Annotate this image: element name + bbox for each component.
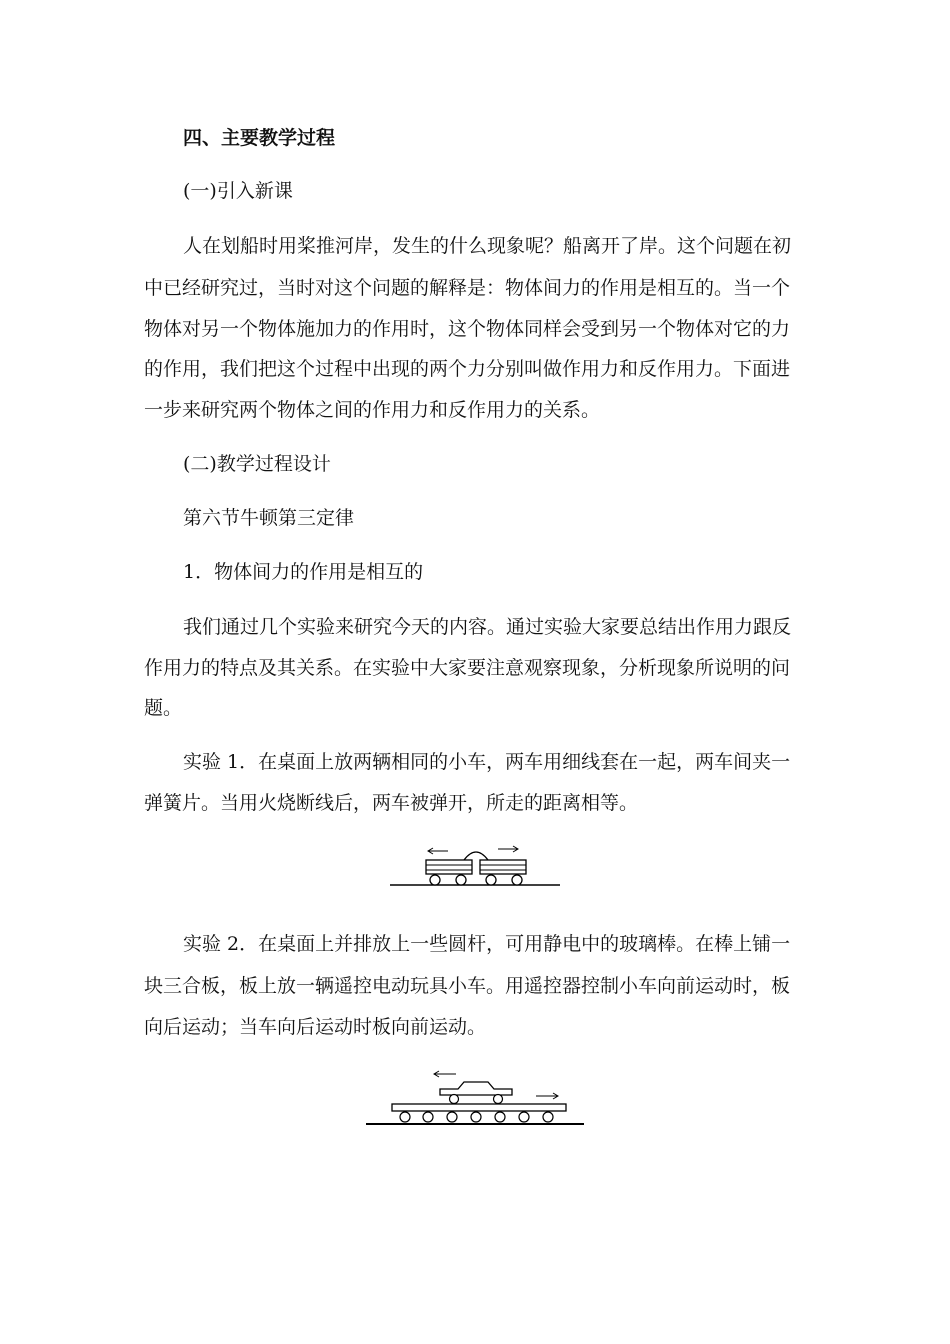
section2-title: (二)教学过程设计: [183, 453, 331, 475]
intro-line-2: 中已经研究过，当时对这个问题的解释是：物体间力的作用是相互的。当一个: [144, 277, 791, 299]
point1-line-1: 我们通过几个实验来研究今天的内容。通过实验大家要总结出作用力跟反: [183, 616, 792, 638]
experiment1-diagram: [388, 840, 564, 892]
section1-title: (一)引入新课: [183, 180, 293, 202]
point1-line-3: 题。: [144, 697, 183, 719]
experiment2-line-2: 块三合板，板上放一辆遥控电动玩具小车。用遥控器控制小车向前运动时，板: [144, 975, 791, 997]
experiment2-diagram: [364, 1062, 588, 1132]
experiment1-line-2: 弹簧片。当用火烧断线后，两车被弹开，所走的距离相等。: [144, 792, 639, 814]
experiment1-line-1: 实验 1．在桌面上放两辆相同的小车，两车用细线套在一起，两车间夹一: [183, 751, 791, 773]
point1-line-2: 作用力的特点及其关系。在实验中大家要注意观察现象，分析现象所说明的问: [144, 657, 791, 679]
point1-title: 1．物体间力的作用是相互的: [183, 561, 424, 583]
experiment2-line-3: 向后运动；当车向后运动时板向前运动。: [144, 1016, 487, 1038]
intro-line-3: 物体对另一个物体施加力的作用时，这个物体同样会受到另一个物体对它的力: [144, 318, 791, 340]
intro-line-5: 一步来研究两个物体之间的作用力和反作用力的关系。: [144, 399, 601, 421]
intro-line-1: 人在划船时用桨推河岸，发生的什么现象呢？船离开了岸。这个问题在初: [183, 235, 792, 257]
section-heading: 四、主要教学过程: [183, 127, 336, 149]
experiment2-line-1: 实验 2．在桌面上并排放上一些圆杆，可用静电中的玻璃棒。在棒上铺一: [183, 933, 791, 955]
intro-line-4: 的作用，我们把这个过程中出现的两个力分别叫做作用力和反作用力。下面进: [144, 358, 791, 380]
lesson-title: 第六节牛顿第三定律: [183, 507, 355, 529]
